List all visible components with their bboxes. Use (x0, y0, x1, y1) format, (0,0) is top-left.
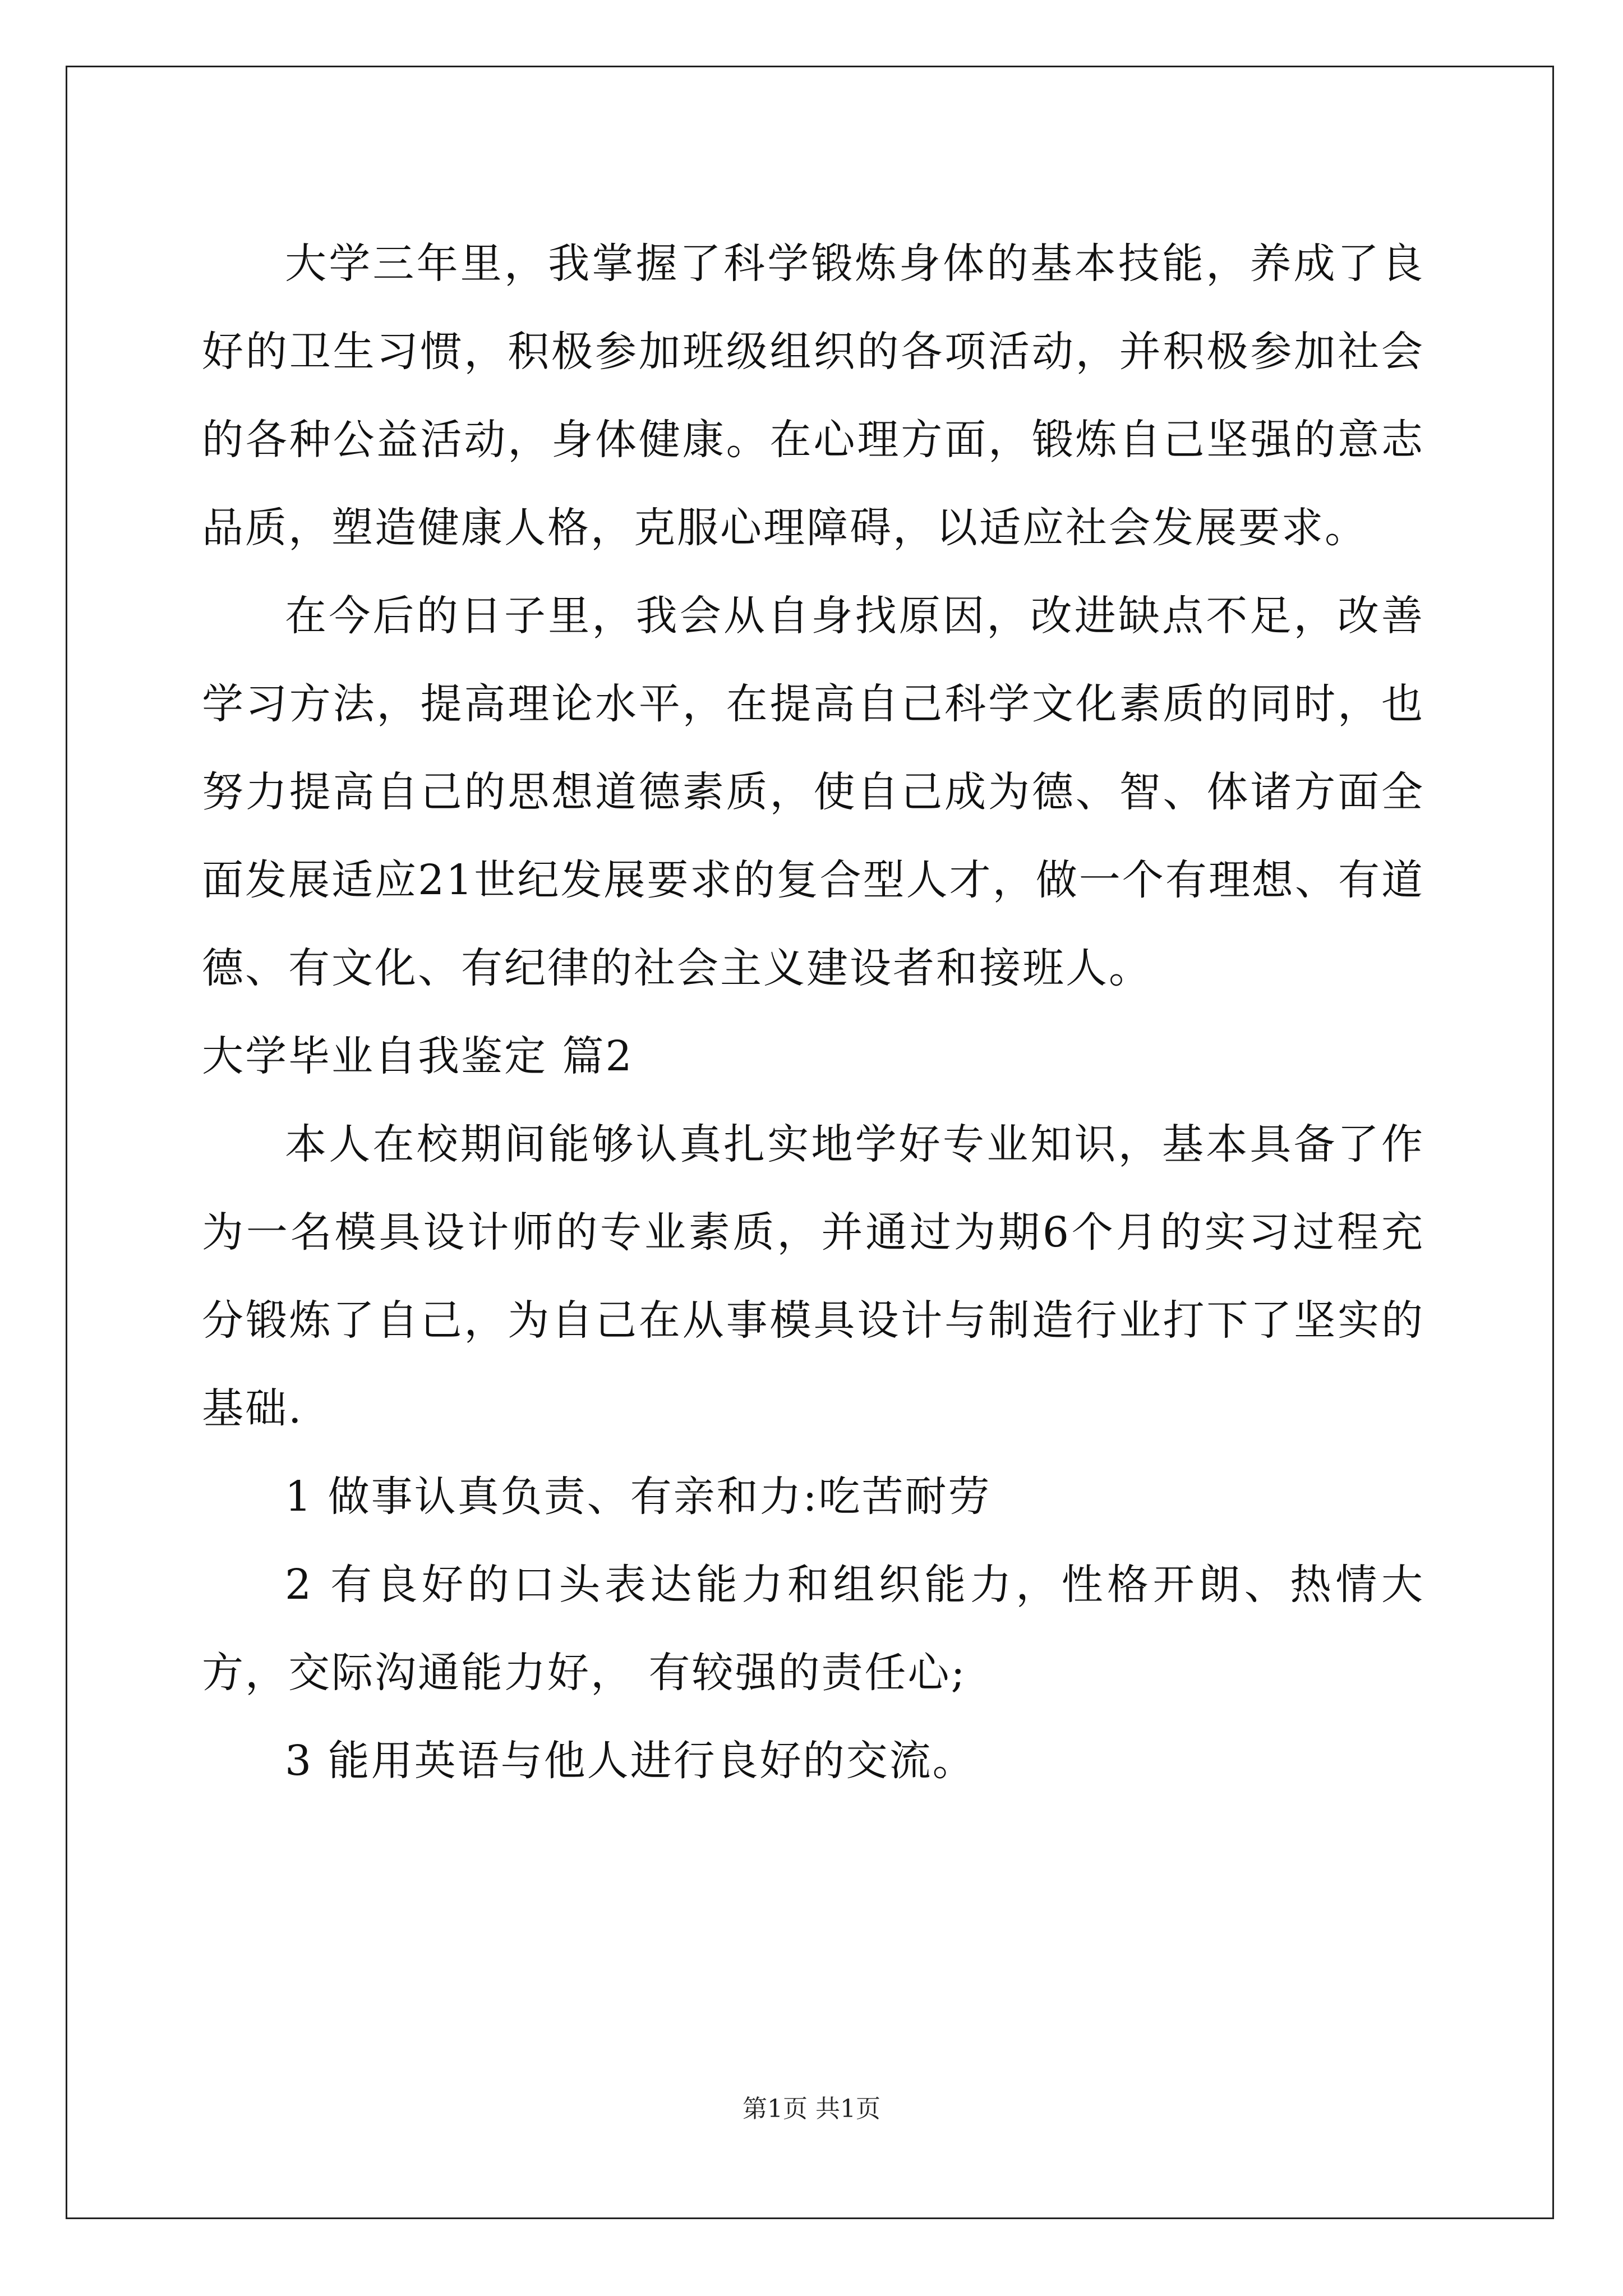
list-item: 2 有良好的口头表达能力和组织能力，性格开朗、热情大方，交际沟通能力好， 有较强的责任心; (202, 1561, 1424, 1697)
document-body (202, 220, 1424, 1805)
paragraph: 在今后的日子里，我会从自身找原因，改进缺点不足，改善学习方法，提高理论水平，在提高自己科学文化素质的同时，也努力提高自己的思想道德素质，使自己成为德、智、体诸方面全面发展适应21世纪发展要求的复合型人才，做一个有理想、有道德、有文化、有纪律的社会主义建设者和接班人。 (202, 592, 1424, 992)
list-item: 1 做事认真负责、有亲和力:吃苦耐劳 (285, 1473, 992, 1521)
paragraph: 本人在校期间能够认真扎实地学好专业知识，基本具备了作为一名模具设计师的专业素质，并通过为期6个月的实习过程充分锻炼了自己，为自己在从事模具设计与制造行业打下了坚实的基础. (202, 1120, 1424, 1433)
list-item: 3 能用英语与他人进行良好的交流。 (285, 1737, 976, 1785)
section-heading: 大学毕业自我鉴定 篇2 (202, 1032, 634, 1080)
paragraph: 大学三年里，我掌握了科学锻炼身体的基本技能，养成了良好的卫生习惯，积极参加班级组织的各项活动，并积极参加社会的各种公益活动，身体健康。在心理方面，锻炼自己坚强的意志品质，塑造健康人格，克服心理障碍，以适应社会发展要求。 (202, 240, 1424, 552)
page-number-footer: 第1页 共1页 (743, 2095, 880, 2123)
